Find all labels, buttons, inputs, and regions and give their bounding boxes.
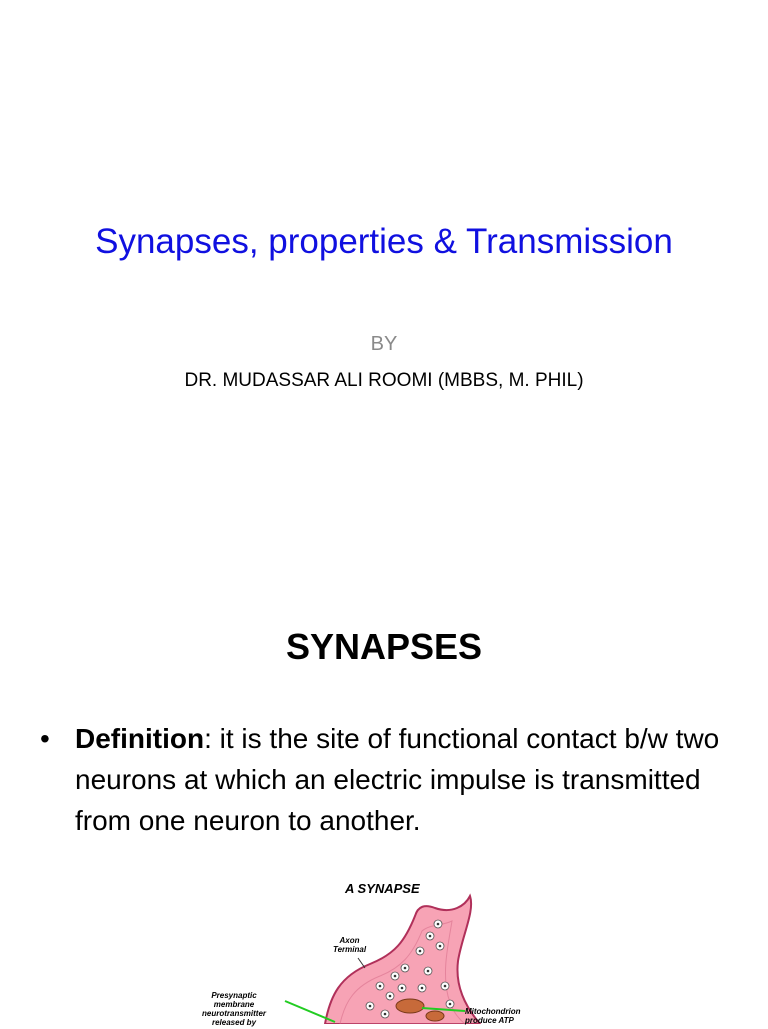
mitochondrion-label: [465, 1007, 521, 1025]
mitochondrion-shape-2: [426, 1011, 444, 1021]
vesicle-core: [427, 970, 430, 973]
bullet-term: Definition: [75, 723, 205, 754]
vesicle-core: [369, 1005, 372, 1008]
vesicle-core: [439, 945, 442, 948]
bullet-text: [75, 718, 720, 841]
bullet-definition: : it is the site of functional contact b/w two neurons at which an electric impulse is transmitted from one neuron to another.: [75, 723, 720, 836]
vesicle-core: [429, 935, 432, 938]
pre-label-line-2: membrane: [213, 1000, 255, 1009]
slide-title: Synapses, properties & Transmission: [95, 222, 673, 261]
vesicle-core: [401, 987, 404, 990]
vesicle-core: [389, 995, 392, 998]
pre-label-line-4: released by: [211, 1018, 257, 1027]
by-label: BY: [370, 333, 398, 355]
presynaptic-label: [202, 991, 266, 1027]
vesicle-core: [384, 1013, 387, 1016]
vesicle-core: [419, 950, 422, 953]
bullet-icon: •: [40, 723, 50, 754]
axon-pointer-line: [358, 958, 365, 968]
content-slide: [0, 576, 768, 1027]
vesicle-core: [394, 975, 397, 978]
mito-label-line-2: produce ATP: [465, 1016, 514, 1025]
definition-bullet: [40, 718, 720, 841]
vesicle-core: [449, 1003, 452, 1006]
axon-terminal-label: [333, 936, 366, 954]
vesicle-core: [404, 967, 407, 970]
vesicle-core: [437, 923, 440, 926]
author-line: DR. MUDASSAR ALI ROOMI (MBBS, M. PHIL): [184, 370, 584, 391]
pre-label-line-3: neurotransmitter: [202, 1009, 267, 1018]
slide-heading: SYNAPSES: [285, 626, 483, 667]
mitochondrion-shape: [396, 999, 424, 1013]
vesicle-core: [444, 985, 447, 988]
synapse-diagram: [190, 876, 560, 1027]
axon-label-line-1: Axon: [339, 936, 360, 945]
axon-label-line-2: Terminal: [333, 945, 367, 954]
mito-label-line-1: Mitochondrion: [465, 1007, 521, 1016]
pre-label-line-1: Presynaptic: [211, 991, 257, 1000]
figure-title: A SYNAPSE: [345, 881, 420, 896]
vesicle-core: [421, 987, 424, 990]
vesicle-core: [379, 985, 382, 988]
